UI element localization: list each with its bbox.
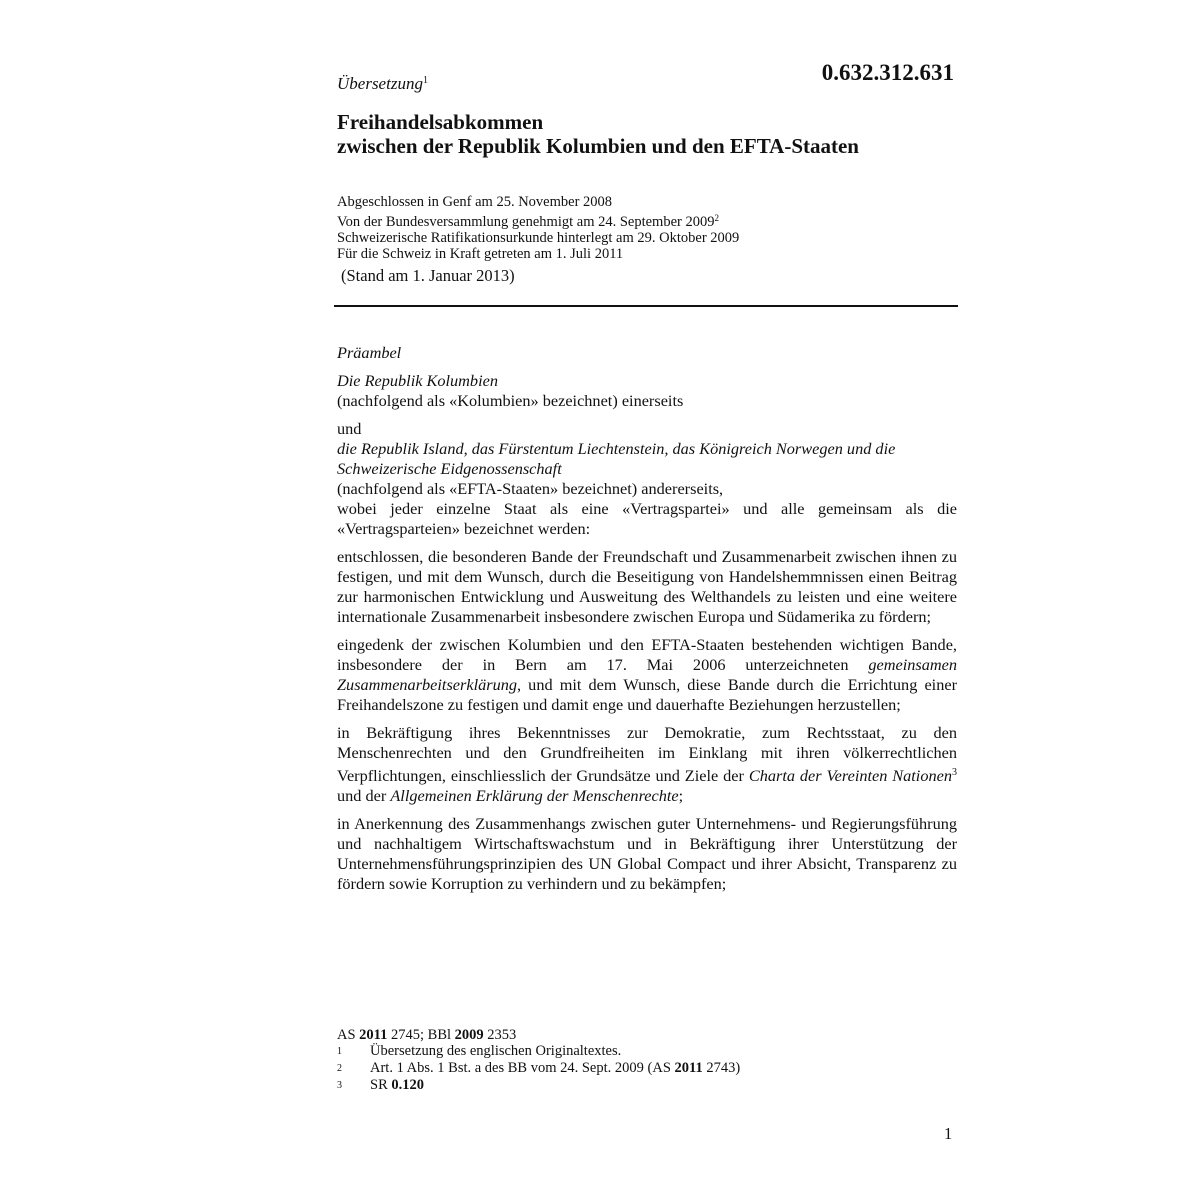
sr-number: 0.632.312.631 bbox=[821, 60, 954, 85]
meta-approved bbox=[337, 210, 739, 230]
preamble-paragraph-2: eingedenk der zwischen Kolumbien und den EFTA-Staaten bestehenden wichtigen Bande, insbesondere der in Bern am 17. Mai 2006 unterzeichneten gemeinsamen Zusammenarbeitserklärung, und mit dem Wunsch, diese Bande durch die Errichtung einer Freihandelszone zu festigen und damit enge und dauerhafte Beziehungen herzustellen; bbox=[337, 635, 957, 714]
page-number: 1 bbox=[944, 1124, 953, 1143]
meta-in-force: Für die Schweiz in Kraft getreten am 1. Juli 2011 bbox=[337, 246, 624, 262]
meta-approved-text: Von der Bundesversammlung genehmigt am 24. September 2009 bbox=[337, 214, 715, 230]
title-line-2: zwischen der Republik Kolumbien und den EFTA-Staaten bbox=[337, 134, 859, 158]
footnote-ref-2[interactable]: 2 bbox=[714, 213, 719, 223]
header-divider bbox=[334, 305, 958, 307]
preamble-paragraph-4: in Anerkennung des Zusammenhangs zwischen guter Unternehmens- und Regierungsführung und nachhaltigem Wirtschaftswachstum und in Bekräftigung ihrer Unterstützung der Unternehmensführungsprinzipien des UN Global Compact und ihrer Absicht, Transparenz zu fördern sowie Korruption zu verhindern und zu bekämpfen; bbox=[337, 814, 957, 893]
party2-name: die Republik Island, das Fürstentum Liechtenstein, das Königreich Norwegen und die Schweizerische Eidgenossenschaft bbox=[337, 439, 896, 478]
footnotes bbox=[337, 1027, 957, 1094]
footnote-number: 1 bbox=[337, 1046, 342, 1057]
translation-label bbox=[337, 74, 428, 94]
footnote-text: SR 0.120 bbox=[370, 1077, 424, 1093]
footnote-3 bbox=[337, 1077, 957, 1094]
preamble-body bbox=[337, 343, 957, 894]
treaty-metadata bbox=[337, 194, 739, 262]
footnote-text: Übersetzung des englischen Originaltextes. bbox=[370, 1043, 622, 1059]
meta-ratified: Schweizerische Ratifikationsurkunde hinterlegt am 29. Oktober 2009 bbox=[337, 230, 740, 246]
footnote-number: 3 bbox=[337, 1080, 342, 1091]
meta-concluded: Abgeschlossen in Genf am 25. November 2008 bbox=[337, 194, 613, 210]
translation-label-text: Übersetzung bbox=[337, 74, 423, 93]
document-title bbox=[337, 110, 859, 158]
preamble-heading: Präambel bbox=[337, 343, 402, 362]
status-date: (Stand am 1. Januar 2013) bbox=[341, 266, 515, 285]
footnote-1 bbox=[337, 1043, 957, 1060]
footnote-ref-3[interactable]: 3 bbox=[951, 767, 957, 778]
footnote-number: 2 bbox=[337, 1063, 342, 1074]
title-line-1: Freihandelsabkommen bbox=[337, 110, 544, 134]
party1-designation: (nachfolgend als «Kolumbien» bezeichnet) einerseits bbox=[337, 391, 684, 410]
footnote-ref-1[interactable]: 1 bbox=[422, 75, 428, 86]
preamble-paragraph-1: entschlossen, die besonderen Bande der Freundschaft und Zusammenarbeit zwischen ihnen zu festigen, und mit dem Wunsch, durch die Beseitigung von Handelshemmnissen einen Beitrag zur harmonischen Entwicklung und Ausweitung des Welthandels zu leisten und eine weitere internationale Zusammenarbeit insbesondere zwischen Europa und Südamerika zu fördern; bbox=[337, 547, 957, 626]
footnote-2 bbox=[337, 1060, 957, 1077]
preamble-paragraph-3: in Bekräftigung ihres Bekenntnisses zur Demokratie, zum Rechtsstaat, zu den Menschenrechten und den Grundfreiheiten im Einklang mit ihren völkerrechtlichen Verpflichtungen, einschliesslich der Grundsätze und Ziele der Charta der Vereinten Nationen$^3$ und der Allgemeinen Erklärung der Menschenrechte; bbox=[337, 723, 957, 805]
conjunction-and: und bbox=[337, 419, 362, 438]
party2-clause: wobei jeder einzelne Staat als eine «Vertragspartei» und alle gemeinsam als die «Vertragsparteien» bezeichnet werden: bbox=[337, 499, 957, 538]
footnote-text: Art. 1 Abs. 1 Bst. a des BB vom 24. Sept. 2009 (AS 2011 2743) bbox=[370, 1060, 741, 1076]
party2-designation: (nachfolgend als «EFTA-Staaten» bezeichnet) andererseits, bbox=[337, 479, 724, 498]
as-bbl-reference: AS 2011 2745; BBl 2009 2353 bbox=[337, 1027, 517, 1043]
party1-name: Die Republik Kolumbien bbox=[337, 371, 498, 390]
